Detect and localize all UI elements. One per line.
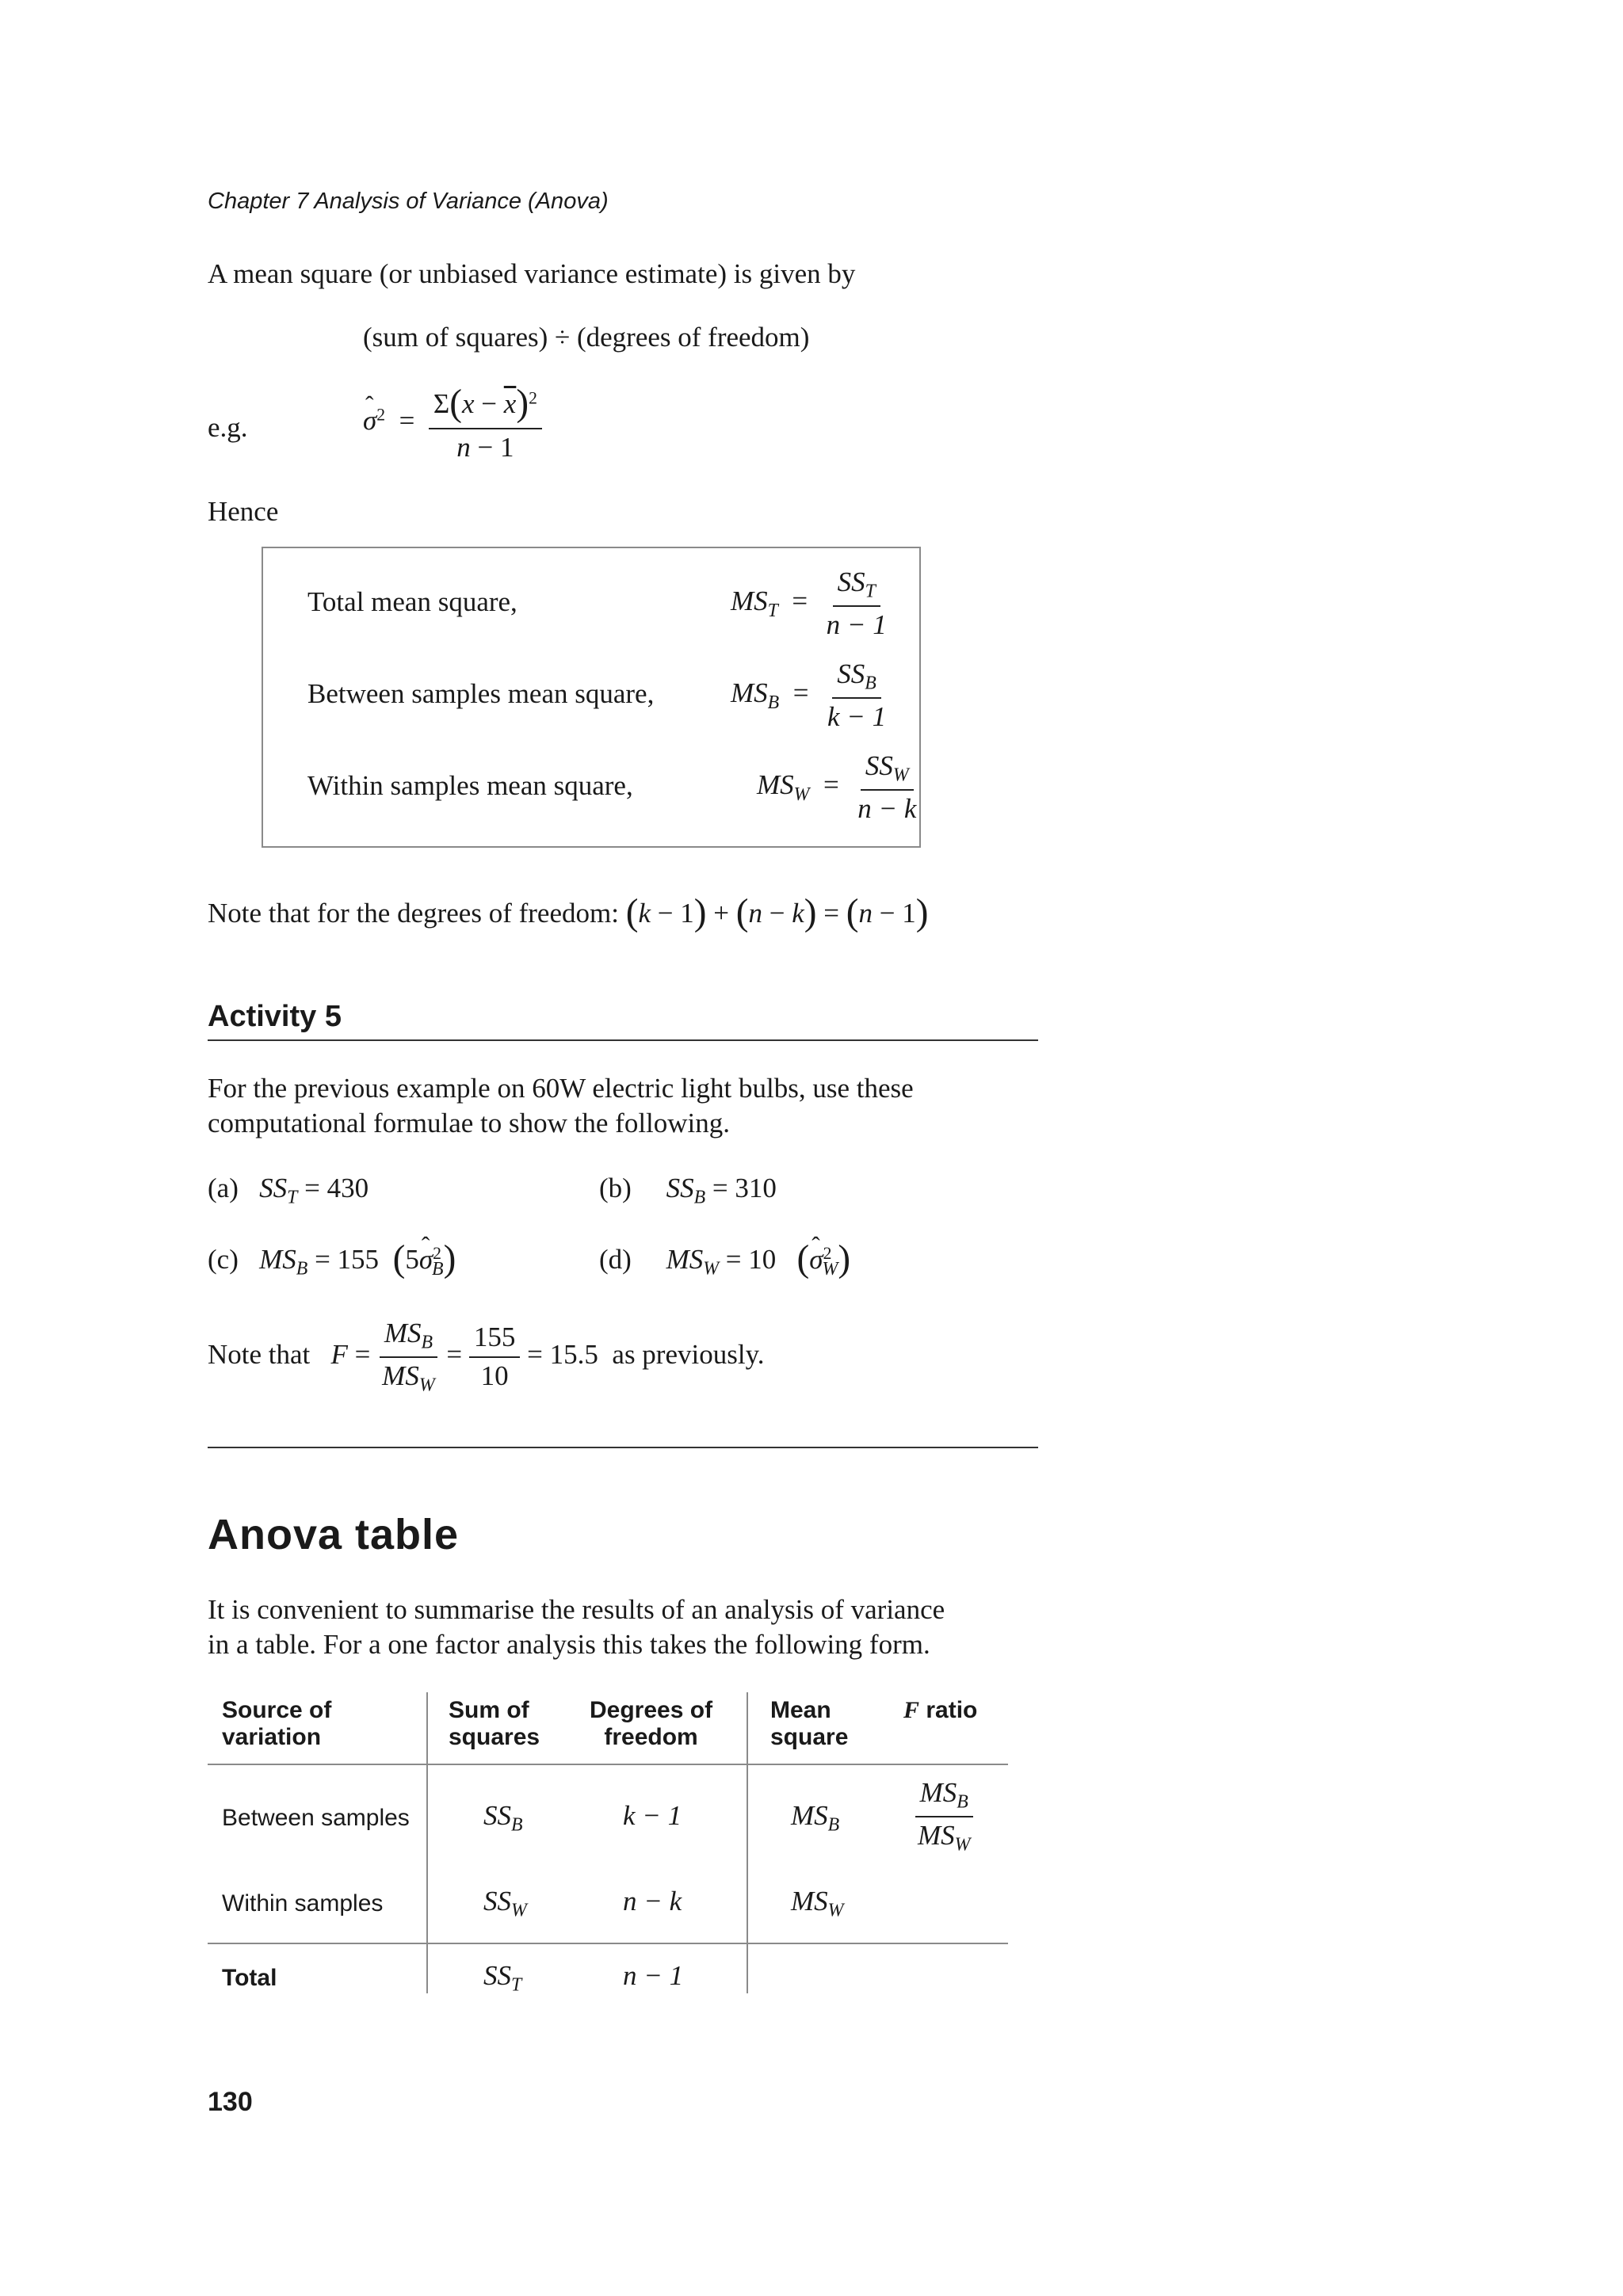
- activity-end-rule: [208, 1447, 1038, 1448]
- row-total-label: Total: [222, 1965, 277, 1991]
- row-between-label: Between samples: [222, 1805, 410, 1831]
- total-mean-square-formula: $MS_T$ = $\frac{SS_T}{n - 1}$: [731, 566, 887, 640]
- header-degrees-of-freedom: Degrees of freedom: [590, 1697, 713, 1750]
- row-within-ms: $MS_W$: [791, 1886, 844, 1921]
- activity-heading: Activity 5: [208, 1000, 342, 1033]
- eg-label: e.g.: [208, 412, 248, 443]
- row-between-df: k − 1: [623, 1800, 682, 1831]
- total-mean-square-label: Total mean square,: [307, 586, 517, 617]
- within-mean-square-label: Within samples mean square,: [307, 770, 633, 801]
- table-divider-1: [426, 1692, 428, 1993]
- header-f-ratio: F ratio: [903, 1697, 978, 1723]
- table-divider-2: [747, 1692, 748, 1993]
- f-ratio-note: Note that F = $\frac{MS_B}{MS_W}$ = $\frac{155}{10}$ = 15.5 as previously.: [208, 1318, 765, 1396]
- between-mean-square-formula: $MS_B$ = $\frac{SS_B}{k - 1}$: [731, 658, 887, 732]
- formula-in-words: (sum of squares) ÷ (degrees of freedom): [363, 322, 810, 353]
- anova-body-line1: It is convenient to summarise the results of an analysis of variance: [208, 1594, 945, 1625]
- activity-body-line2: computational formulae to show the following.: [208, 1108, 731, 1138]
- row-between-f: $\frac{MS_B}{MS_W}$: [913, 1778, 975, 1855]
- chapter-header: Chapter 7 Analysis of Variance (Anova): [208, 189, 609, 214]
- anova-heading: Anova table: [208, 1511, 460, 1558]
- header-mean-square: Mean square: [770, 1697, 849, 1750]
- activity-item-b: (b) $SS_B = 310$: [599, 1173, 777, 1208]
- degrees-of-freedom-note: Note that for the degrees of freedom: (k − 1) + (n − k) = (n − 1): [208, 892, 929, 933]
- header-source-of-variation: Source of variation: [222, 1697, 332, 1750]
- row-within-label: Within samples: [222, 1890, 384, 1917]
- variance-estimate-formula: ˆ $\sigma^2$ = $\frac{\Sigma(x - \overline{x})^2}{n - 1}$: [363, 383, 542, 463]
- activity-heading-rule: [208, 1039, 1038, 1041]
- variance-fraction: $\frac{\Sigma(x - \overline{x})^2}{n - 1}$: [429, 383, 542, 463]
- anova-body-line2: in a table. For a one factor analysis this takes the following form.: [208, 1629, 930, 1660]
- hence-label: Hence: [208, 496, 279, 527]
- row-between-ms: $MS_B$: [791, 1800, 840, 1836]
- row-between-ss: $SS_B$: [483, 1800, 523, 1836]
- between-mean-square-label: Between samples mean square,: [307, 678, 655, 709]
- activity-body-line1: For the previous example on 60W electric light bulbs, use these: [208, 1073, 914, 1104]
- page-number: 130: [208, 2087, 253, 2117]
- row-total-df: n − 1: [623, 1960, 684, 1991]
- sigma-hat-symbol: ˆ σ: [363, 405, 376, 437]
- activity-item-d: (d) $MS_W = 10$ (ˆ $\sigma^2_W$): [599, 1236, 850, 1287]
- table-total-rule: [208, 1943, 1008, 1944]
- within-mean-square-formula: $MS_W$ = $\frac{SS_W}{n - k}$: [757, 750, 917, 824]
- row-within-df: n − k: [623, 1886, 682, 1917]
- row-within-ss: $SS_W$: [483, 1886, 527, 1921]
- header-sum-of-squares: Sum of squares: [449, 1697, 540, 1750]
- table-header-rule: [208, 1764, 1008, 1765]
- degrees-of-freedom-identity: (k − 1) + (n − k) = (n − 1): [625, 892, 929, 933]
- row-total-ss: $SS_T$: [483, 1960, 522, 1996]
- activity-item-a: (a) $SS_T = 430$: [208, 1173, 369, 1208]
- activity-item-c: (c) $MS_B = 155$ (5ˆ $\sigma^2_B$): [208, 1236, 456, 1287]
- mean-square-sentence: A mean square (or unbiased variance estimate) is given by: [208, 258, 856, 289]
